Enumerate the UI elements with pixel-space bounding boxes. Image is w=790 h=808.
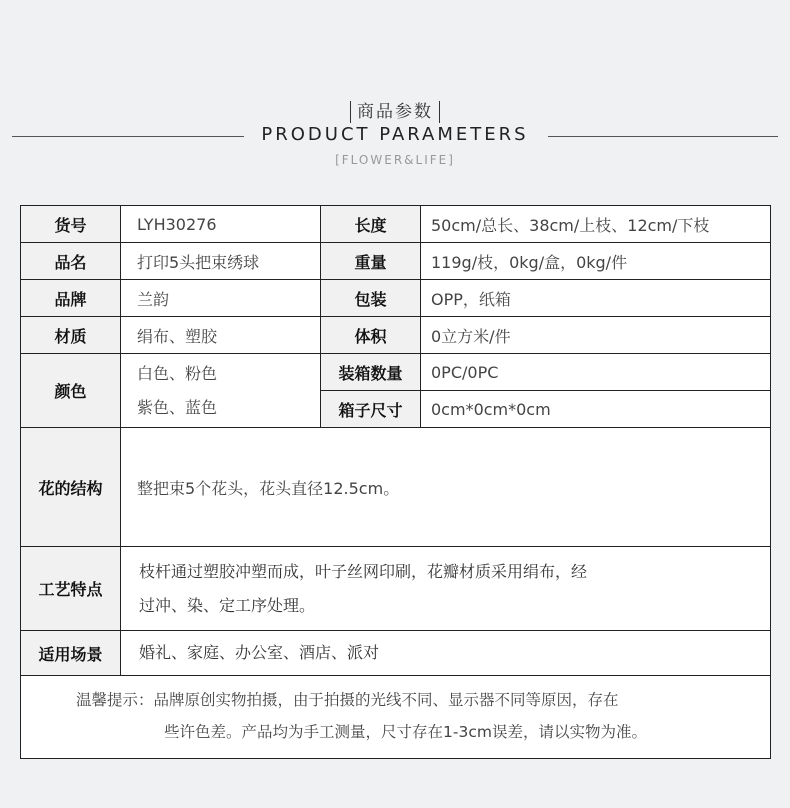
section-title-cn [0,97,790,123]
color-line-1: 白色、粉色 [137,363,218,383]
craft-value [121,547,771,631]
table-row [21,428,771,547]
volume-value: 0立方米/件 [421,317,771,354]
parameter-table [20,205,771,759]
section-subtitle: [FLOWER&LIFE] [335,153,455,167]
table-row [21,317,771,354]
length-label: 长度 [321,206,421,243]
item-no-label: 货号 [21,206,121,243]
box-qty-value: 0PC/0PC [421,354,771,391]
table-row [21,206,771,243]
notice-line-1: 温馨提示：品牌原创实物拍摄，由于拍摄的光线不同、显示器不同等原因，存在 [76,691,619,709]
name-value: 打印5头把束绣球 [121,243,321,280]
weight-label: 重量 [321,243,421,280]
notice-text [21,676,770,758]
table-row [21,280,771,317]
craft-line-1: 枝杆通过塑胶冲塑而成，叶子丝网印刷，花瓣材质采用绢布，经 [139,561,588,581]
table-row [21,354,771,391]
name-label: 品名 [21,243,121,280]
item-no-value: LYH30276 [121,206,321,243]
title-bar-right [439,101,440,123]
table-row [21,547,771,631]
volume-label: 体积 [321,317,421,354]
table-row [21,676,771,759]
structure-label: 花的结构 [21,428,121,547]
section-title-en: PRODUCT PARAMETERS [261,124,529,145]
box-size-value: 0cm*0cm*0cm [421,391,771,428]
brand-label: 品牌 [21,280,121,317]
notice-cell [21,676,771,759]
title-bar-left [350,101,351,123]
weight-value: 119g/枝，0kg/盒，0kg/件 [421,243,771,280]
structure-value: 整把束5个花头，花头直径12.5cm。 [121,428,771,547]
notice-line-2: 些许色差。产品均为手工测量，尺寸存在1-3cm误差，请以实物为准。 [164,723,647,741]
craft-label: 工艺特点 [21,547,121,631]
color-label: 颜色 [21,354,121,428]
brand-value: 兰韵 [121,280,321,317]
length-value: 50cm/总长、38cm/上枝、12cm/下枝 [421,206,771,243]
material-label: 材质 [21,317,121,354]
scene-label: 适用场景 [21,631,121,676]
craft-line-2: 过冲、染、定工序处理。 [139,595,316,615]
package-value: OPP，纸箱 [421,280,771,317]
box-size-label: 箱子尺寸 [321,391,421,428]
package-label: 包装 [321,280,421,317]
color-line-2: 紫色、蓝色 [137,397,218,417]
title-cn-text: 商品参数 [357,102,433,122]
material-value: 绢布、塑胶 [121,317,321,354]
table-row [21,243,771,280]
color-value [121,354,321,428]
box-qty-label: 装箱数量 [321,354,421,391]
table-row [21,631,771,676]
scene-value: 婚礼、家庭、办公室、酒店、派对 [121,631,771,676]
